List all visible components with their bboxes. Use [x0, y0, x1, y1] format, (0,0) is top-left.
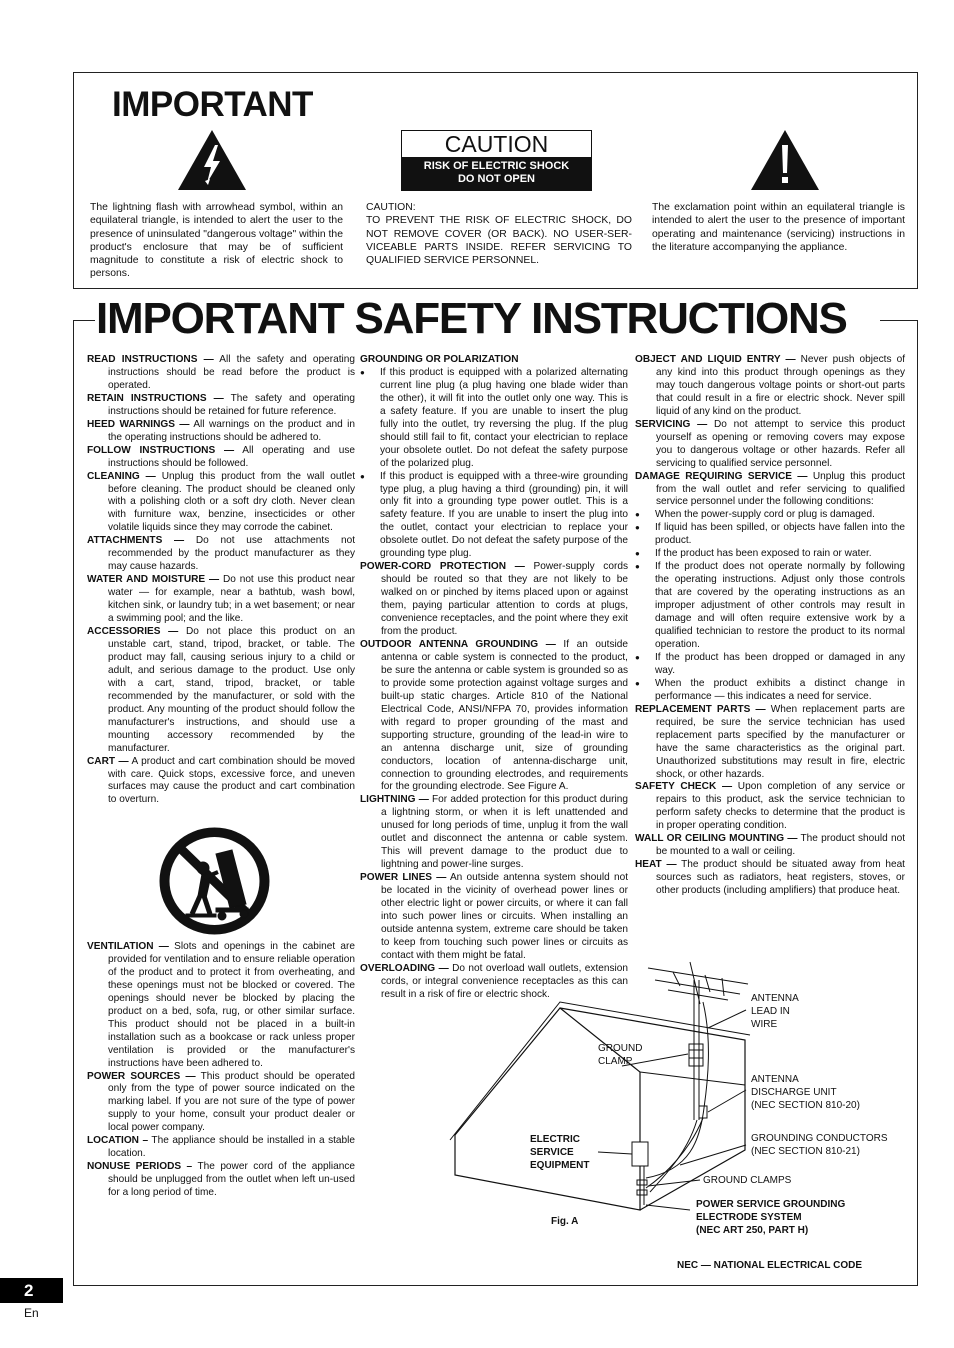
grounding-heading: GROUNDING OR POLARIZATION — [360, 354, 519, 365]
exclamation-symbol-text: The exclamation point within an equilateral triangle is intended to alert the user to the presence of important operating and maintenance (servicing) instructions in the literature accompanying the appliance. — [652, 202, 905, 253]
figure-caption: Fig. A — [551, 1216, 579, 1227]
instruction-item: CLEANING — Unplug this product from the wall outlet before cleaning. The product should be cleaned only with a polishing cloth or a soft dry cloth. Never clean with furniture wax, benzine, insecticides or other volatile liquids since they may corrode the cabinet. — [87, 470, 355, 534]
instruction-item: POWER-CORD PROTECTION — Power-supply cords should be routed so that they are not likely to be walked on or pinched by items placed upon or against them, paying particular attention to cords at plugs, convenience receptacles, and the point where they exit from the product. — [360, 561, 628, 638]
instruction-item: OUTDOOR ANTENNA GROUNDING — If an outside antenna or cable system is connected to the product, be sure the antenna or cable system is grounded so as to provide some protection against voltage surges and built-up static charges. Article 810 of the National Electrical Code, ANSI/NFPA 70, provides information with regard to proper grounding of the mast and supporting structure, grounding of the lead-in wire to an antenna discharge unit, size of grounding conductors, location of antenna-discharge unit, connection to grounding electrodes, and requirements for the grounding electrode. See Figure A. — [360, 638, 628, 793]
instruction-item: WALL OR CEILING MOUNTING — The product should not be mounted to a wall or ceiling. — [635, 833, 905, 858]
instruction-item: RETAIN INSTRUCTIONS — The safety and operating instructions should be retained for future reference. — [87, 392, 355, 417]
cart-tip-over-warning-icon — [158, 826, 271, 936]
instruction-item: LIGHTNING — For added protection for this product during a lightning storm, or when it is left unattended and unused for long periods of time, unplug it from the wall outlet and disconnect the antenna or cable system. This will prevent damage to the product due to lightning and power-line surges. — [360, 794, 628, 871]
caution-text — [366, 201, 632, 267]
instruction-item: VENTILATION — Slots and openings in the cabinet are provided for ventilation and to ensure reliable operation of the product and to protect it from overheating, and these openings must not be blocked or covered. The openings should never be blocked by placing the product on a bed, sofa, rug, or other similar surface. This product should not be placed in a built-in installation such as a bookcase or rack unless proper ventilation is provided or the manufacturer's instructions have been adhered to. — [87, 941, 355, 1069]
caution-label — [401, 130, 592, 191]
instruction-item: HEAT — The product should be situated away from heat sources such as radiators, heat registers, stoves, or other products (including amplifiers) that produce heat. — [635, 859, 905, 897]
instruction-item: SAFETY CHECK — Upon completion of any service or repairs to this product, ask the service technician to perform safety checks to determine that the product is in proper operating condition. — [635, 781, 905, 832]
lightning-symbol-text: The lightning flash with arrowhead symbol, within an equilateral triangle, is intended to alert the user to the presence of uninsulated "dangerous voltage" within the product's enclosure that may be of sufficient magnitude to constitute a risk of electric shock to persons. — [90, 202, 343, 280]
instruction-item: ACCESSORIES — Do not place this product on an unstable cart, stand, tripod, bracket, or table. The product may fall, causing serious injury to a child or adult, and serious damage to the product. Use only with a cart, stand, tripod, bracket, or table recommended by the manufacturer, or sold with the product. Any mounting of the product should follow the manufacturer's instructions, and should use a mounting accessory recommended by the manufacturer. — [87, 626, 355, 754]
instruction-item: WATER AND MOISTURE — Do not use this product near water — for example, near a bathtub, wash bowl, kitchen sink, or laundry tub; in a wet basement; or near a swimming pool; and the like. — [87, 574, 355, 625]
service-condition-bullet: ● If the product does not operate normally by following the operating instructions. Adjust only those controls that are covered by the operating instructions as an improper adjustment of other controls may result in damage and will often require extensive work by a qualified technician to restore the product to its normal operation. — [635, 561, 905, 652]
instruction-item: POWER SOURCES — This product should be operated only from the type of power source indicated on the marking label. If you are not sure of the type of power supply to your home, consult your product dealer or local power company. — [87, 1070, 355, 1134]
caution-strip-line-2: DO NOT OPEN — [457, 173, 535, 185]
column-1 — [87, 354, 355, 807]
service-condition-bullet: ● When the power-supply cord or plug is damaged. — [635, 509, 905, 522]
lightning-warning-icon — [177, 129, 247, 191]
instruction-item: OBJECT AND LIQUID ENTRY — Never push objects of any kind into this product through openings as they may touch dangerous voltage points or short-out parts that could result in a fire or electric shock. Never spill liquid of any kind on the product. — [635, 354, 906, 417]
nec-note: NEC — NATIONAL ELECTRICAL CODE — [677, 1260, 863, 1271]
grounding-bullet: ● If this product is equipped with a three-wire grounding type plug, a plug having a third (grounding) pin, it will only fit into a grounding type power outlet. This is a safety feature. If you are unable to insert the plug into the outlet, contact your electrician to replace your obsolete outlet. Do not defeat the safety purpose of the grounding type plug. — [360, 471, 628, 562]
caution-text-body: TO PREVENT THE RISK OF ELECTRIC SHOCK, DO NOT REMOVE COVER (OR BACK). NO USER-SER-VICEABLE PARTS INSIDE. REFER SERVICING TO QUALIFIED SERVICE PERSONNEL. — [366, 215, 632, 267]
electric-service-equipment-label: ELECTRIC SERVICE EQUIPMENT — [530, 1134, 590, 1171]
caution-text-heading: CAUTION: — [366, 202, 416, 213]
instruction-item: DAMAGE REQUIRING SERVICE — Unplug this product from the wall outlet and refer servicing to qualified service personnel under the following conditions: — [635, 470, 906, 508]
column-3 — [635, 354, 905, 898]
grounding-bullet: ● If this product is equipped with a polarized alternating current line plug (a plug having one blade wider than the other), it will fit into the outlet only one way. This is a safety feature. If you are unable to insert the plug fully into the outlet, try reversing the plug. If the plug should still fail to fit, contact your electrician to replace your obsolete outlet. Do not defeat the safety purpose of the polarized plug. — [360, 367, 628, 471]
instruction-item: SERVICING — Do not attempt to service this product yourself as opening or removing covers may expose you to dangerous voltage or other hazards. Refer all servicing to qualified service personnel. — [635, 418, 905, 469]
instruction-item: ATTACHMENTS — Do not use attachments not recommended by the product manufacturer as they may cause hazards. — [87, 535, 355, 573]
instruction-item: CART — A product and cart combination should be moved with care. Quick stops, excessive force, and uneven surfaces may cause the product and cart combination to overturn. — [87, 755, 355, 806]
instruction-item: REPLACEMENT PARTS — When replacement parts are required, be sure the service technician has used replacement parts specified by the manufacturer or have the same characteristics as the original part. Unauthorized substitutions may result in fire, electric shock, or other hazards. — [635, 703, 905, 780]
caution-word: CAUTION — [444, 131, 549, 157]
service-condition-bullet: ● If the product has been exposed to rain or water. — [635, 548, 905, 561]
antenna-lead-in-label: ANTENNA LEAD IN WIRE — [751, 993, 799, 1030]
important-warning-box — [73, 72, 918, 289]
page-number-tab: 2 — [0, 1278, 63, 1303]
frame-bottom — [94, 1285, 881, 1286]
caution-strip — [402, 157, 591, 190]
column-2 — [360, 354, 628, 1002]
ground-clamps-label: GROUND CLAMPS — [703, 1175, 792, 1186]
ground-clamp-label: GROUND CLAMP — [598, 1043, 643, 1067]
service-condition-bullet: ● If the product has been dropped or damaged in any way. — [635, 652, 905, 678]
antenna-discharge-unit-label: ANTENNA DISCHARGE UNIT (NEC SECTION 810-20) — [751, 1074, 860, 1111]
instruction-item: LOCATION – The appliance should be installed in a stable location. — [87, 1135, 356, 1160]
instruction-item: FOLLOW INSTRUCTIONS — All operating and use instructions should be followed. — [87, 444, 355, 469]
instruction-item: POWER LINES — An outside antenna system should not be located in the vicinity of overhead power lines or other electric light or power circuits, or where it can fall into such power lines or circuits. When installing an outside antenna system, extreme care should be taken to keep from touching such power lines or circuits as contact with them might be fatal. — [360, 872, 628, 961]
important-heading: IMPORTANT — [112, 85, 313, 124]
caution-strip-line-1: RISK OF ELECTRIC SHOCK — [423, 160, 570, 172]
language-code: En — [24, 1306, 39, 1320]
service-condition-bullet: ● If liquid has been spilled, or objects have fallen into the product. — [635, 522, 905, 548]
service-condition-bullet: ● When the product exhibits a distinct change in performance — this indicates a need for service. — [635, 678, 905, 704]
instruction-item: OVERLOADING — Do not overload wall outlets, extension cords, or integral convenience receptacles as this can result in a risk of fire or electric shock. — [360, 962, 629, 1000]
instruction-item: NONUSE PERIODS – The power cord of the appliance should be unplugged from the outlet when left un-used for a long period of time. — [87, 1161, 355, 1199]
exclamation-warning-icon — [750, 129, 820, 191]
grounding-conductors-label: GROUNDING CONDUCTORS (NEC SECTION 810-21) — [751, 1133, 888, 1157]
safety-instructions-title: IMPORTANT SAFETY INSTRUCTIONS — [96, 294, 847, 343]
instruction-item: READ INSTRUCTIONS — All the safety and operating instructions should be read before the product is operated. — [87, 354, 355, 391]
column-1-continued — [87, 941, 355, 1200]
power-service-grounding-label: POWER SERVICE GROUNDING ELECTRODE SYSTEM (NEC ART 250, PART H) — [696, 1199, 846, 1236]
instruction-item: HEED WARNINGS — All warnings on the product and in the operating instructions should be adhered to. — [87, 418, 355, 443]
